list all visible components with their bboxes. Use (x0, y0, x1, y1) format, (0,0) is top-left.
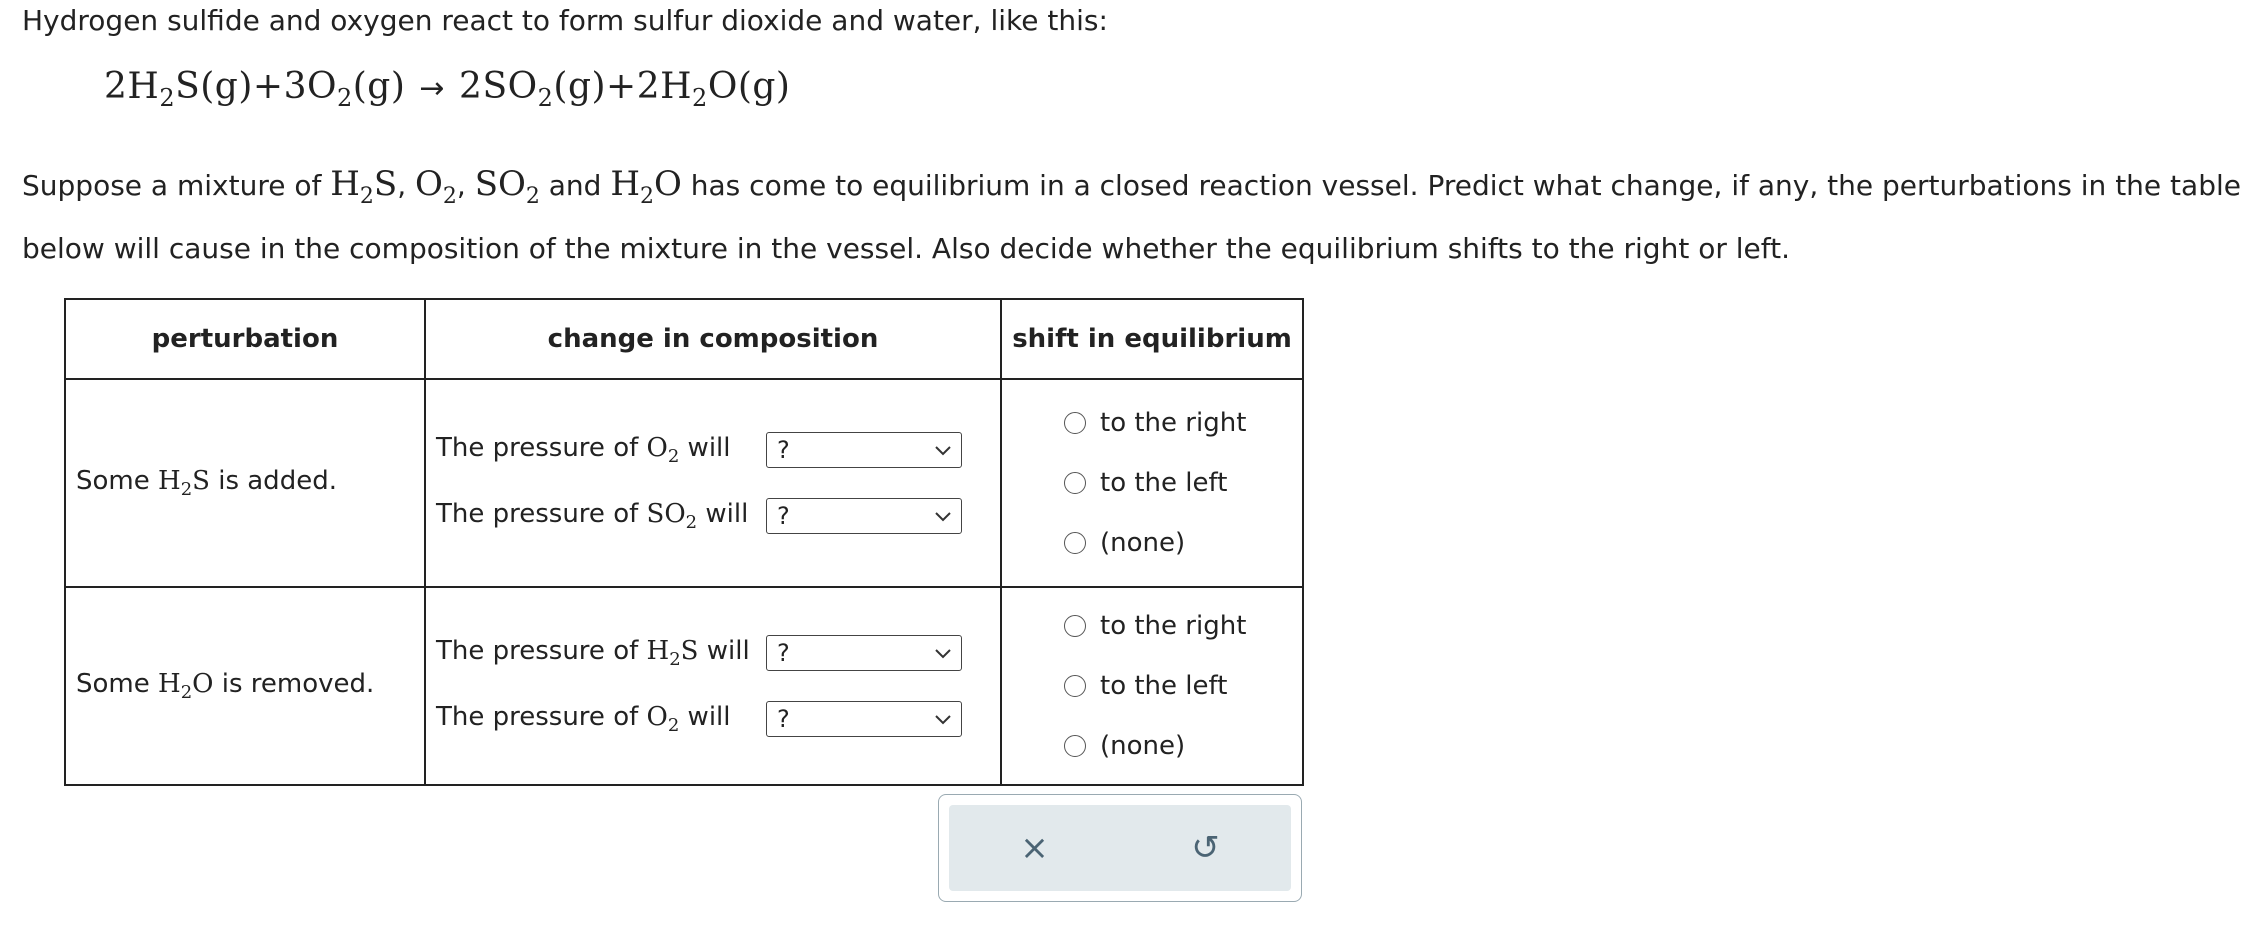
radio-button[interactable] (1064, 412, 1086, 434)
radio-button[interactable] (1064, 735, 1086, 757)
question-text: Suppose a mixture of $H_2S$, $O_2$, $SO_2$ and $H_2O$ has come to equilibrium in a closed reaction vessel. Predict what change, if any, the perturbations in the table below will cause in the composition of the mixture in the vessel. Also decide whether the equilibrium shifts to the right or left. (22, 164, 2241, 265)
shift-option-right[interactable]: to the right (1002, 393, 1302, 453)
shift-option-none[interactable]: (none) (1002, 716, 1302, 776)
so2-pressure-select[interactable]: ? (766, 498, 962, 534)
radio-button[interactable] (1064, 675, 1086, 697)
chevron-down-icon (935, 507, 951, 526)
close-icon[interactable]: × (1020, 828, 1049, 868)
composition-label: The pressure of $SO_2$ will (436, 498, 749, 534)
chevron-down-icon (935, 710, 951, 729)
composition-label: The pressure of $O_2$ will (436, 432, 731, 468)
composition-cell (425, 587, 1001, 785)
table-row (65, 587, 1303, 785)
perturbation-cell: Some $H_2S$ is added. (65, 379, 425, 587)
header-perturbation: perturbation (65, 299, 425, 379)
header-shift: shift in equilibrium (1001, 299, 1303, 379)
undo-icon[interactable]: ↺ (1191, 828, 1220, 868)
reaction-arrow: → (419, 71, 446, 106)
perturbation-cell: Some $H_2O$ is removed. (65, 587, 425, 785)
perturbation-table (64, 298, 1304, 786)
o2-pressure-select-2[interactable]: ? (766, 701, 962, 737)
h2s-pressure-select[interactable]: ? (766, 635, 962, 671)
reaction-equation: $2H_2S(g)+3O_2(g) \to 2SO_2(g)+2H_2O(g)$ (104, 66, 791, 113)
shift-option-none[interactable]: (none) (1002, 513, 1302, 573)
chevron-down-icon (935, 644, 951, 663)
o2-pressure-select[interactable]: ? (766, 432, 962, 468)
shift-option-left[interactable]: to the left (1002, 453, 1302, 513)
radio-button[interactable] (1064, 472, 1086, 494)
header-change: change in composition (425, 299, 1001, 379)
shift-option-right[interactable]: to the right (1002, 596, 1302, 656)
chevron-down-icon (935, 441, 951, 460)
radio-button[interactable] (1064, 532, 1086, 554)
composition-label: The pressure of $O_2$ will (436, 701, 731, 737)
table-row (65, 379, 1303, 587)
composition-label: The pressure of $H_2S$ will (436, 635, 750, 671)
composition-cell (425, 379, 1001, 587)
intro-text: Hydrogen sulfide and oxygen react to form sulfur dioxide and water, like this: (22, 4, 1108, 37)
shift-option-left[interactable]: to the left (1002, 656, 1302, 716)
shift-cell (1001, 587, 1303, 785)
action-panel (938, 794, 1302, 902)
shift-cell (1001, 379, 1303, 587)
radio-button[interactable] (1064, 615, 1086, 637)
